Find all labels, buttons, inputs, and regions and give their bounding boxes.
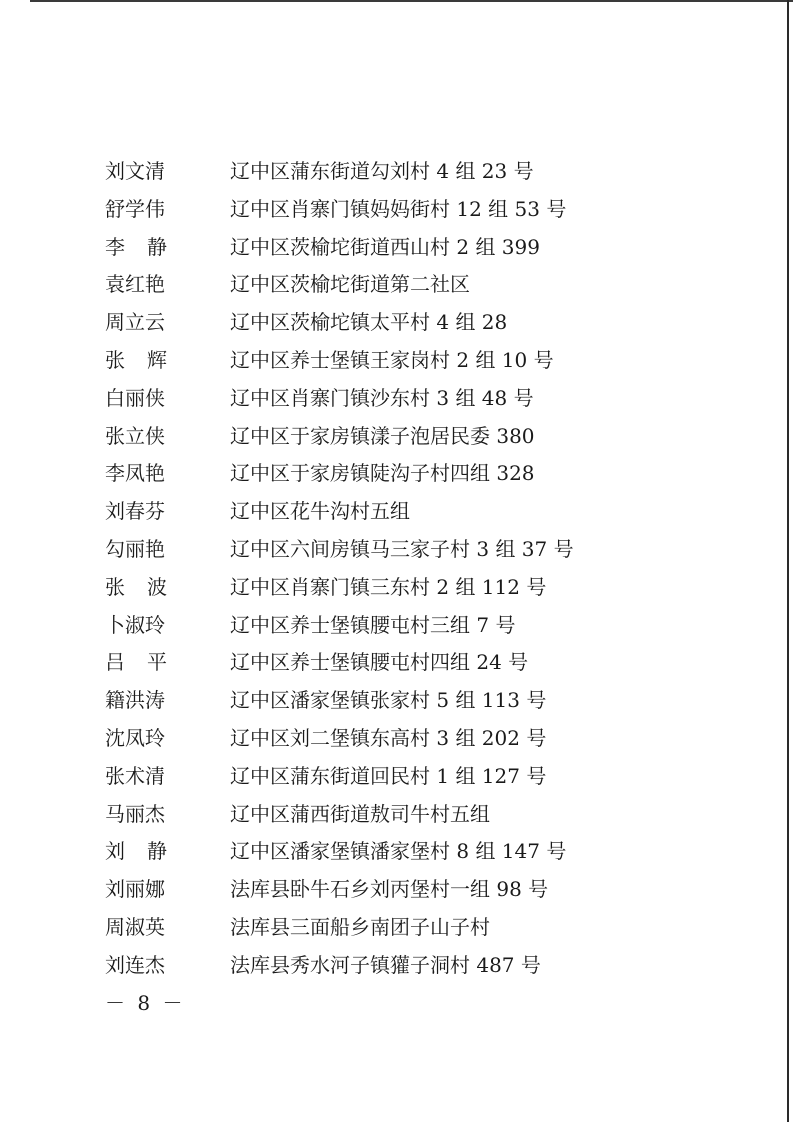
list-item — [0, 606, 793, 644]
person-name: 籍洪涛 — [105, 688, 165, 713]
list-item — [0, 190, 793, 228]
person-name: 刘春芬 — [105, 499, 165, 524]
person-address: 辽中区养士堡镇王家岗村 2 组 10 号 — [230, 348, 554, 372]
person-name: 白丽侠 — [105, 385, 165, 410]
person-address: 辽中区茨榆坨镇太平村 4 组 28 — [230, 310, 508, 335]
person-address: 辽中区肖寨门镇妈妈街村 12 组 53 号 — [230, 196, 567, 221]
person-name: 沈凤玲 — [105, 726, 165, 750]
list-item — [0, 530, 793, 568]
list-item — [0, 492, 793, 530]
person-address: 辽中区茨榆坨街道西山村 2 组 399 — [230, 234, 540, 259]
person-name: 刘静 — [105, 839, 189, 864]
list-item — [0, 795, 793, 833]
list-item — [0, 870, 793, 908]
person-address: 辽中区养士堡镇腰屯村四组 24 号 — [230, 650, 529, 675]
person-address: 辽中区潘家堡镇潘家堡村 8 组 147 号 — [230, 839, 567, 864]
person-address: 辽中区养士堡镇腰屯村三组 7 号 — [230, 612, 516, 637]
person-address: 辽中区肖寨门镇三东村 2 组 112 号 — [230, 574, 547, 599]
list-item — [0, 832, 793, 870]
list-item — [0, 568, 793, 606]
page-number: － 8 － — [105, 991, 186, 1015]
person-address: 辽中区潘家堡镇张家村 5 组 113 号 — [230, 688, 547, 713]
person-address: 辽中区肖寨门镇沙东村 3 组 48 号 — [230, 385, 534, 410]
person-name: 袁红艳 — [105, 272, 165, 297]
list-item — [0, 454, 793, 492]
list-item — [0, 643, 793, 681]
person-address: 辽中区茨榆坨街道第二社区 — [230, 272, 470, 297]
person-name: 李静 — [105, 234, 189, 259]
list-item — [0, 417, 793, 455]
list-item — [0, 757, 793, 795]
person-address: 辽中区蒲东街道勾刘村 4 组 23 号 — [230, 159, 534, 183]
list-item — [0, 341, 793, 379]
list-item — [0, 908, 793, 946]
person-name: 张术清 — [105, 763, 165, 788]
person-address: 辽中区花牛沟村五组 — [230, 499, 410, 524]
person-name: 舒学伟 — [105, 196, 165, 221]
person-address: 辽中区蒲东街道回民村 1 组 127 号 — [230, 763, 547, 788]
list-item — [0, 681, 793, 719]
person-name: 吕平 — [105, 650, 189, 675]
list-item — [0, 265, 793, 303]
person-address: 辽中区蒲西街道敖司牛村五组 — [230, 801, 490, 826]
person-name: 周淑英 — [105, 915, 165, 939]
person-name: 周立云 — [105, 310, 165, 335]
person-name: 张立侠 — [105, 423, 165, 448]
list-item — [0, 228, 793, 266]
scan-edge-top — [30, 0, 793, 2]
person-name: 马丽杰 — [105, 801, 165, 826]
person-address: 辽中区于家房镇陡沟子村四组 328 — [230, 461, 535, 486]
list-item — [0, 152, 793, 190]
person-address: 辽中区于家房镇漾子泡居民委 380 — [230, 423, 535, 448]
list-item — [0, 719, 793, 757]
person-name: 勾丽艳 — [105, 537, 165, 561]
person-address: 法库县三面船乡南团子山子村 — [230, 915, 490, 939]
person-address: 法库县卧牛石乡刘丙堡村一组 98 号 — [230, 877, 549, 902]
person-name: 张波 — [105, 574, 189, 599]
list-item — [0, 303, 793, 341]
list-item — [0, 379, 793, 417]
person-name: 卜淑玲 — [105, 612, 165, 637]
person-name: 刘丽娜 — [105, 877, 165, 902]
person-address: 辽中区六间房镇马三家子村 3 组 37 号 — [230, 537, 574, 561]
person-address: 辽中区刘二堡镇东高村 3 组 202 号 — [230, 726, 547, 750]
person-address: 法库县秀水河子镇獾子洞村 487 号 — [230, 952, 541, 977]
person-name: 张辉 — [105, 348, 189, 372]
person-name: 刘文清 — [105, 159, 165, 183]
person-name: 刘连杰 — [105, 952, 165, 977]
list-item — [0, 946, 793, 984]
person-name: 李凤艳 — [105, 461, 165, 486]
